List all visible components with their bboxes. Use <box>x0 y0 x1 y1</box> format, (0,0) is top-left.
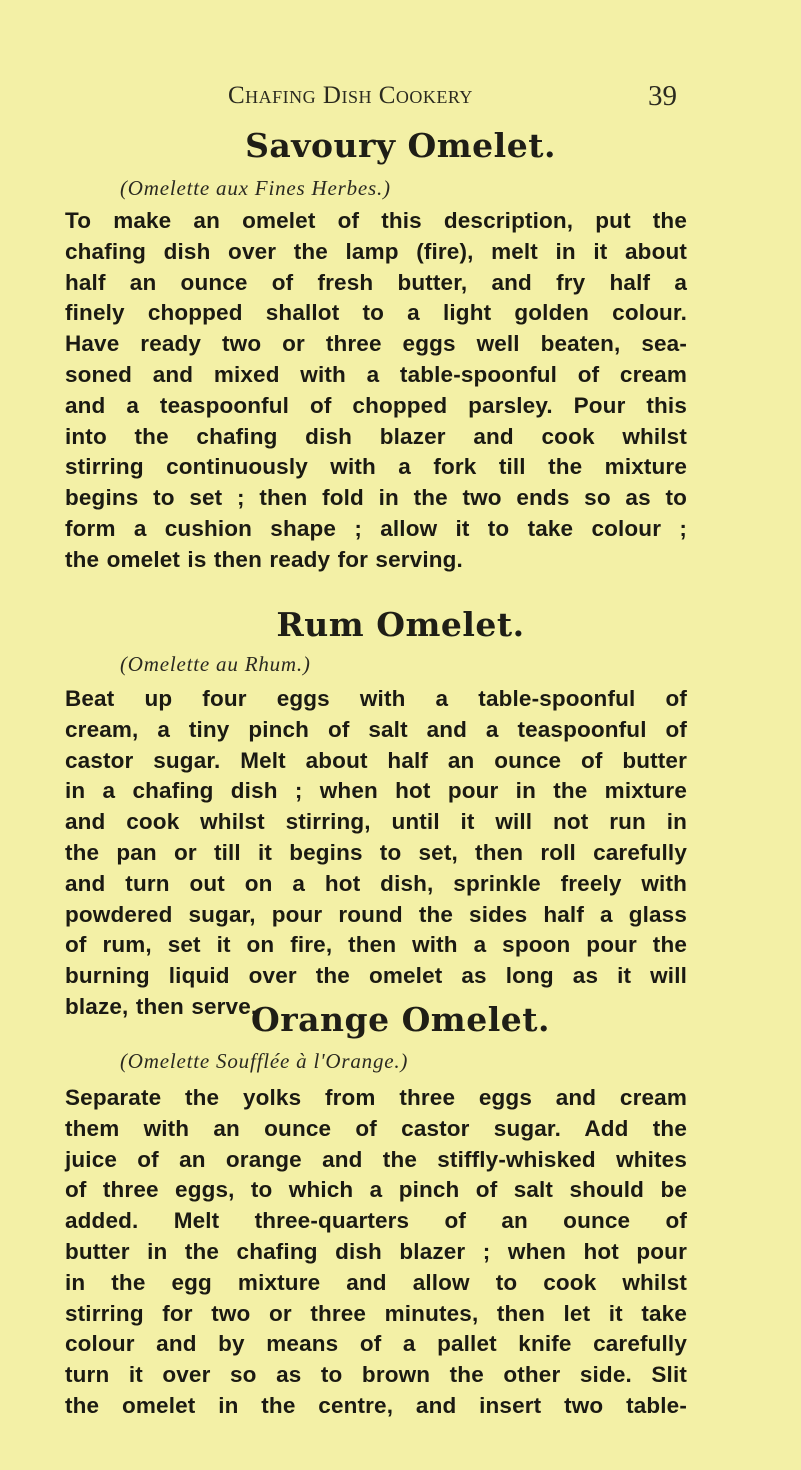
text-line: and a teaspoonful of chopped parsley. Pour this <box>65 392 687 418</box>
text-line: into the chafing dish blazer and cook whilst <box>65 423 687 449</box>
recipe-subtitle-orange-omelet: (Omelette Soufflée à l'Orange.) <box>120 1049 409 1073</box>
text-line: begins to set ; then fold in the two ends so as to <box>65 485 687 511</box>
text-line: the omelet in the centre, and insert two table- <box>65 1392 687 1418</box>
recipe-body-savoury-omelet <box>65 206 687 576</box>
text-line: of three eggs, to which a pinch of salt should be <box>65 1177 687 1203</box>
recipe-subtitle-rum-omelet: (Omelette au Rhum.) <box>120 652 311 676</box>
recipe-title-savoury-omelet: Savoury Omelet. <box>245 126 556 165</box>
text-line: butter in the chafing dish blazer ; when hot pour <box>65 1238 687 1264</box>
text-line: colour and by means of a pallet knife carefully <box>65 1331 687 1357</box>
text-line: To make an omelet of this description, put the <box>65 208 687 233</box>
text-line: in a chafing dish ; when hot pour in the mixture <box>65 778 687 804</box>
text-line: turn it over so as to brown the other side. Slit <box>65 1362 687 1388</box>
text-line: stirring continuously with a fork till the mixture <box>65 454 687 480</box>
text-line: half an ounce of fresh butter, and fry half a <box>65 269 687 295</box>
text-line: Beat up four eggs with a table-spoonful of <box>65 686 687 711</box>
text-line: stirring for two or three minutes, then let it take <box>65 1300 687 1326</box>
running-head: Chafing Dish Cookery <box>228 82 473 109</box>
text-line: chafing dish over the lamp (fire), melt in it about <box>65 238 687 264</box>
text-line: blaze, then serve. <box>65 993 258 1019</box>
text-line: soned and mixed with a table-spoonful of cream <box>65 361 687 387</box>
recipe-title-orange-omelet: Orange Omelet. <box>251 1000 550 1039</box>
text-line: of rum, set it on fire, then with a spoon pour the <box>65 932 687 958</box>
recipe-subtitle-savoury-omelet: (Omelette aux Fines Herbes.) <box>120 176 391 200</box>
text-line: cream, a tiny pinch of salt and a teaspoonful of <box>65 716 687 742</box>
text-line: them with an ounce of castor sugar. Add the <box>65 1115 687 1141</box>
text-line: and cook whilst stirring, until it will not run in <box>65 809 687 835</box>
text-line: form a cushion shape ; allow it to take colour ; <box>65 515 687 541</box>
text-line: the omelet is then ready for serving. <box>65 546 463 572</box>
text-line: juice of an orange and the stiffly-whisked whites <box>65 1146 687 1172</box>
page-number: 39 <box>648 80 677 112</box>
text-line: burning liquid over the omelet as long as it will <box>65 963 687 989</box>
text-line: powdered sugar, pour round the sides half a glass <box>65 901 687 927</box>
text-line: Have ready two or three eggs well beaten, sea- <box>65 331 687 357</box>
text-line: and turn out on a hot dish, sprinkle freely with <box>65 870 687 896</box>
text-line: Separate the yolks from three eggs and cream <box>65 1085 687 1110</box>
text-line: the pan or till it begins to set, then roll carefully <box>65 839 687 865</box>
text-line: finely chopped shallot to a light golden colour. <box>65 300 687 326</box>
recipe-body-rum-omelet <box>65 684 687 1023</box>
text-line: castor sugar. Melt about half an ounce of butter <box>65 747 687 773</box>
text-line: added. Melt three-quarters of an ounce of <box>65 1208 687 1234</box>
recipe-title-rum-omelet: Rum Omelet. <box>276 605 525 644</box>
recipe-body-orange-omelet <box>65 1083 687 1422</box>
text-line: in the egg mixture and allow to cook whilst <box>65 1269 687 1295</box>
